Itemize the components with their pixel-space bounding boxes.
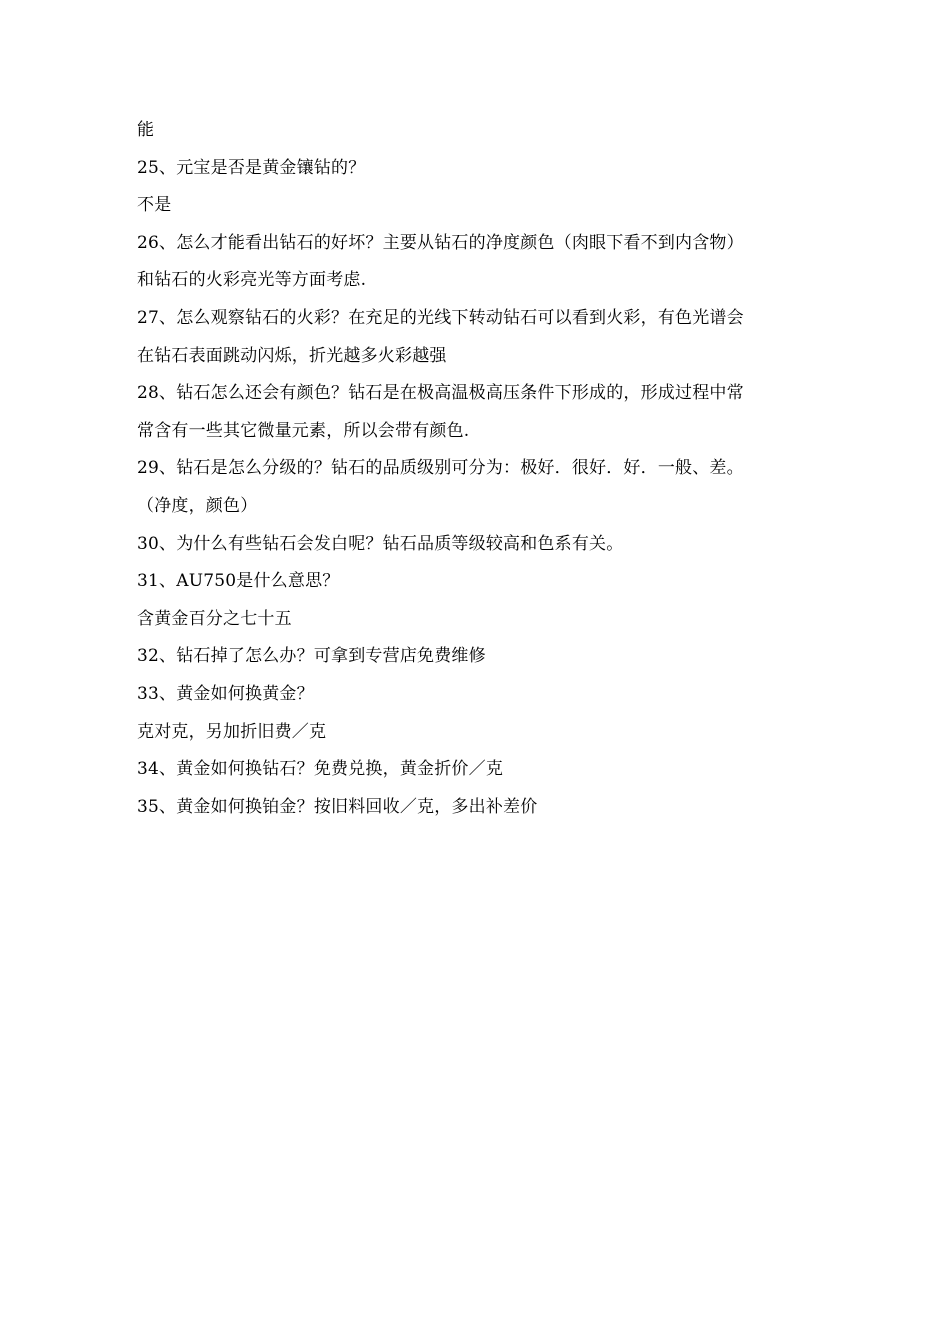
document-body <box>137 112 817 826</box>
text-line: 在钻石表面跳动闪烁，折光越多火彩越强 <box>137 345 447 366</box>
text-line: 常含有一些其它微量元素，所以会带有颜色. <box>137 420 470 441</box>
text-line: 30、为什么有些钻石会发白呢？钻石品质等级较高和色系有关。 <box>137 533 624 554</box>
text-line: 能 <box>137 120 155 140</box>
text-line: 27、怎么观察钻石的火彩？在充足的光线下转动钻石可以看到火彩，有色光谱会 <box>137 307 744 328</box>
text-line: 32、钻石掉了怎么办？可拿到专营店免费维修 <box>137 646 486 667</box>
text-line: 31、AU750是什么意思？ <box>137 571 340 592</box>
text-line: 34、黄金如何换钻石？免费兑换，黄金折价／克 <box>137 759 504 780</box>
text-line: 35、黄金如何换铂金？按旧料回收／克，多出补差价 <box>137 796 538 817</box>
text-line: 33、黄金如何换黄金？ <box>137 683 314 704</box>
text-line: 25、元宝是否是黄金镶钻的？ <box>137 157 366 178</box>
text-line: 含黄金百分之七十五 <box>137 608 292 629</box>
text-line: 29、钻石是怎么分级的？钻石的品质级别可分为：极好．很好．好．一般、差。 <box>137 458 744 479</box>
text-line: （净度，颜色） <box>137 495 258 516</box>
text-line: 克对克，另加折旧费／克 <box>137 721 327 742</box>
text-line: 和钻石的火彩亮光等方面考虑. <box>137 270 367 291</box>
text-line: 不是 <box>137 195 172 216</box>
text-line: 28、钻石怎么还会有颜色？钻石是在极高温极高压条件下形成的，形成过程中常 <box>137 383 744 404</box>
text-line: 26、怎么才能看出钻石的好坏？主要从钻石的净度颜色（肉眼下看不到内含物） <box>137 232 744 253</box>
